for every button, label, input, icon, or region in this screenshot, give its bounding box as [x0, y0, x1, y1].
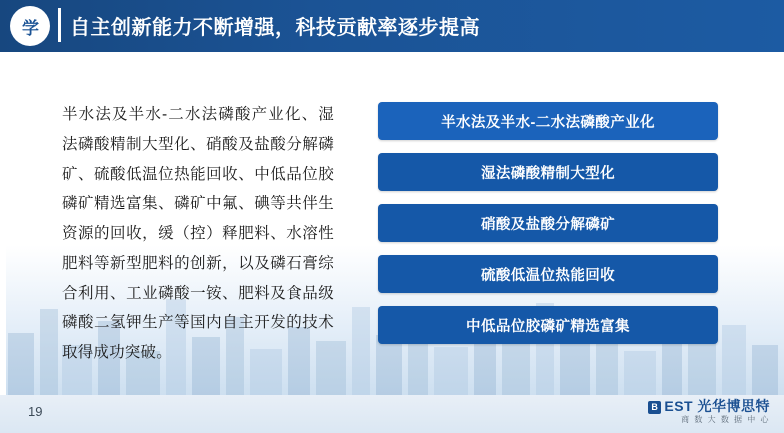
list-item-label: 硝酸及盐酸分解磷矿 [480, 216, 616, 233]
list-item[interactable] [378, 102, 718, 140]
list-item-label: 中低品位胶磷矿精选富集 [466, 318, 630, 335]
body-paragraph: 半水法及半水-二水法磷酸产业化、湿法磷酸精制大型化、硝酸及盐酸分解磷矿、硫酸低温位热能回收、中低品位胶磷矿精选富集、磷矿中氟、碘等共伴生资源的回收，缓（控）释肥料、水溶性肥料等新型肥料的创新，以及磷石膏综合利用、工业磷酸一铵、肥料及食品级磷酸二氢钾生产等国内自主开发的技术取得成功突破。 [62, 106, 334, 361]
brand-mark-icon: B [648, 401, 661, 414]
list-item[interactable] [378, 153, 718, 191]
brand-logo [648, 399, 770, 425]
left-margin [0, 104, 6, 433]
list-item[interactable] [378, 204, 718, 242]
brand-name-text: EST 光华博思特 [664, 398, 770, 414]
brand-subtitle: 商 数 大 数 据 中 心 [681, 415, 770, 425]
list-item-label: 湿法磷酸精制大型化 [480, 165, 616, 182]
institute-emblem-icon [10, 6, 50, 46]
list-item-label: 半水法及半水-二水法磷酸产业化 [441, 114, 655, 131]
slide-number: 19 [28, 404, 43, 419]
slide-footer [0, 395, 784, 433]
page-title: 自主创新能力不断增强，科技贡献率逐步提高 [70, 17, 480, 39]
slide-header [0, 0, 784, 52]
highlight-bar-list [378, 102, 718, 357]
brand-name [648, 399, 770, 414]
list-item[interactable] [378, 306, 718, 344]
list-item[interactable] [378, 255, 718, 293]
header-divider [58, 8, 61, 42]
emblem-glyph: 学 [22, 18, 38, 38]
list-item-label: 硫酸低温位热能回收 [480, 267, 616, 284]
